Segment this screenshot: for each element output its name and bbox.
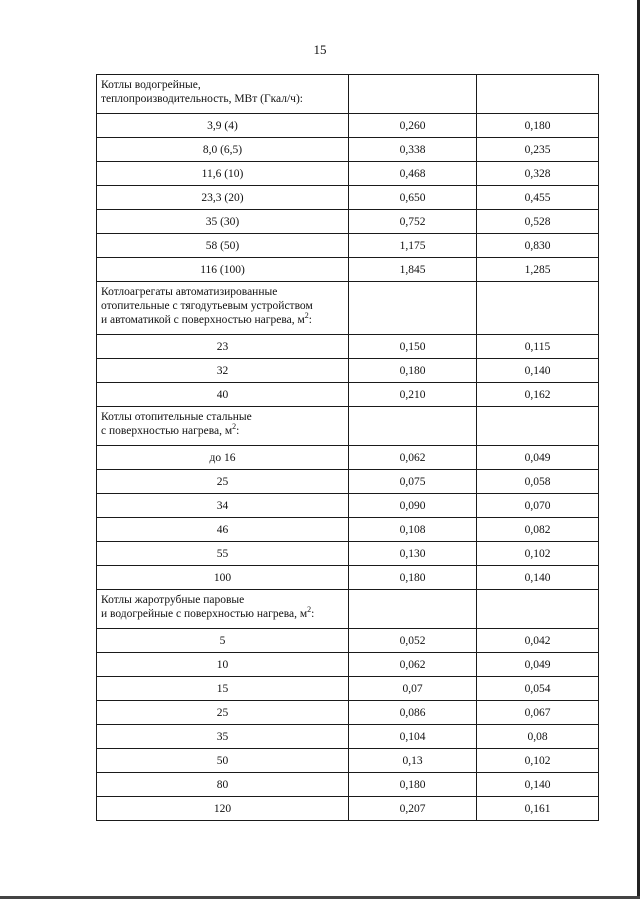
size-cell: 55 [97, 542, 349, 566]
value-cell: 0,058 [477, 470, 599, 494]
table-row [97, 494, 599, 518]
value-cell: 0,07 [349, 677, 477, 701]
value-cell: 0,150 [349, 335, 477, 359]
size-cell: 34 [97, 494, 349, 518]
size-cell: 10 [97, 653, 349, 677]
value-cell: 1,175 [349, 234, 477, 258]
value-cell: 1,285 [477, 258, 599, 282]
value-cell: 0,130 [349, 542, 477, 566]
size-cell: 3,9 (4) [97, 114, 349, 138]
section-title-line: Котлоагрегаты автоматизированные [101, 286, 278, 298]
table-row [97, 335, 599, 359]
section-title-line: отопительные с тягодутьевым устройством [101, 300, 313, 312]
value-cell: 0,328 [477, 162, 599, 186]
value-cell: 0,207 [349, 797, 477, 821]
size-cell: 40 [97, 383, 349, 407]
value-cell: 0,140 [477, 773, 599, 797]
size-cell: 32 [97, 359, 349, 383]
section-title-line: и автоматикой с поверхностью нагрева, $м^2$: [101, 311, 312, 326]
table-row [97, 518, 599, 542]
unit-superscript: 2 [232, 422, 237, 432]
table-row [97, 749, 599, 773]
unit-superscript: 2 [304, 311, 309, 321]
value-cell: 0,140 [477, 566, 599, 590]
value-cell: 0,049 [477, 446, 599, 470]
table-row [97, 542, 599, 566]
size-cell: 23,3 (20) [97, 186, 349, 210]
value-cell: 0,13 [349, 749, 477, 773]
value-cell: 0,752 [349, 210, 477, 234]
size-cell: 46 [97, 518, 349, 542]
section-header-row [97, 590, 599, 629]
value-cell: 0,075 [349, 470, 477, 494]
size-cell: 58 (50) [97, 234, 349, 258]
empty-cell [349, 590, 477, 629]
empty-cell [477, 75, 599, 114]
section-title [97, 282, 349, 335]
size-cell: до 16 [97, 446, 349, 470]
value-cell: 0,082 [477, 518, 599, 542]
table-row [97, 186, 599, 210]
value-cell: 0,102 [477, 749, 599, 773]
value-cell: 1,845 [349, 258, 477, 282]
value-cell: 0,180 [349, 773, 477, 797]
section-title-line: Котлы водогрейные, [101, 79, 201, 91]
value-cell: 0,830 [477, 234, 599, 258]
table-row [97, 629, 599, 653]
size-cell: 35 [97, 725, 349, 749]
section-title [97, 590, 349, 629]
value-cell: 0,062 [349, 446, 477, 470]
size-cell: 8,0 (6,5) [97, 138, 349, 162]
section-title-line: теплопроизводительность, МВт (Гкал/ч): [101, 93, 303, 105]
table-row [97, 258, 599, 282]
section-header-row [97, 75, 599, 114]
empty-cell [349, 282, 477, 335]
table-row [97, 653, 599, 677]
table-row [97, 773, 599, 797]
size-cell: 25 [97, 470, 349, 494]
table-row [97, 677, 599, 701]
table-row [97, 383, 599, 407]
size-cell: 35 (30) [97, 210, 349, 234]
size-cell: 116 (100) [97, 258, 349, 282]
value-cell: 0,528 [477, 210, 599, 234]
table-row [97, 566, 599, 590]
value-cell: 0,161 [477, 797, 599, 821]
value-cell: 0,090 [349, 494, 477, 518]
page-number: 15 [313, 42, 327, 57]
value-cell: 0,086 [349, 701, 477, 725]
value-cell: 0,062 [349, 653, 477, 677]
section-header-row [97, 282, 599, 335]
section-header-row [97, 407, 599, 446]
value-cell: 0,102 [477, 542, 599, 566]
size-cell: 23 [97, 335, 349, 359]
value-cell: 0,260 [349, 114, 477, 138]
value-cell: 0,210 [349, 383, 477, 407]
section-title-line: с поверхностью нагрева, $м^2$: [101, 422, 240, 437]
size-cell: 120 [97, 797, 349, 821]
size-cell: 25 [97, 701, 349, 725]
value-cell: 0,468 [349, 162, 477, 186]
size-cell: 50 [97, 749, 349, 773]
section-title-line: Котлы жаротрубные паровые [101, 594, 245, 606]
table-row [97, 162, 599, 186]
table-row [97, 234, 599, 258]
value-cell: 0,455 [477, 186, 599, 210]
value-cell: 0,049 [477, 653, 599, 677]
size-cell: 80 [97, 773, 349, 797]
value-cell: 0,067 [477, 701, 599, 725]
table-row [97, 359, 599, 383]
value-cell: 0,650 [349, 186, 477, 210]
value-cell: 0,054 [477, 677, 599, 701]
section-title [97, 75, 349, 114]
empty-cell [477, 407, 599, 446]
size-cell: 15 [97, 677, 349, 701]
table-row [97, 470, 599, 494]
value-cell: 0,042 [477, 629, 599, 653]
boiler-norms-table [96, 74, 599, 821]
section-title-line: и водогрейные с поверхностью нагрева, $м^2$: [101, 605, 315, 620]
value-cell: 0,115 [477, 335, 599, 359]
table-row [97, 210, 599, 234]
size-cell: 100 [97, 566, 349, 590]
empty-cell [349, 407, 477, 446]
value-cell: 0,338 [349, 138, 477, 162]
value-cell: 0,180 [349, 566, 477, 590]
table-row [97, 725, 599, 749]
empty-cell [477, 282, 599, 335]
unit-superscript: 2 [307, 605, 312, 615]
size-cell: 5 [97, 629, 349, 653]
value-cell: 0,08 [477, 725, 599, 749]
section-title [97, 407, 349, 446]
value-cell: 0,180 [477, 114, 599, 138]
value-cell: 0,180 [349, 359, 477, 383]
size-cell: 11,6 (10) [97, 162, 349, 186]
value-cell: 0,108 [349, 518, 477, 542]
value-cell: 0,070 [477, 494, 599, 518]
value-cell: 0,235 [477, 138, 599, 162]
table-row [97, 138, 599, 162]
section-title-line: Котлы отопительные стальные [101, 411, 252, 423]
table-row [97, 446, 599, 470]
value-cell: 0,052 [349, 629, 477, 653]
empty-cell [349, 75, 477, 114]
empty-cell [477, 590, 599, 629]
value-cell: 0,162 [477, 383, 599, 407]
value-cell: 0,104 [349, 725, 477, 749]
value-cell: 0,140 [477, 359, 599, 383]
table-row [97, 701, 599, 725]
table-row [97, 114, 599, 138]
table-row [97, 797, 599, 821]
table-body [97, 75, 599, 821]
